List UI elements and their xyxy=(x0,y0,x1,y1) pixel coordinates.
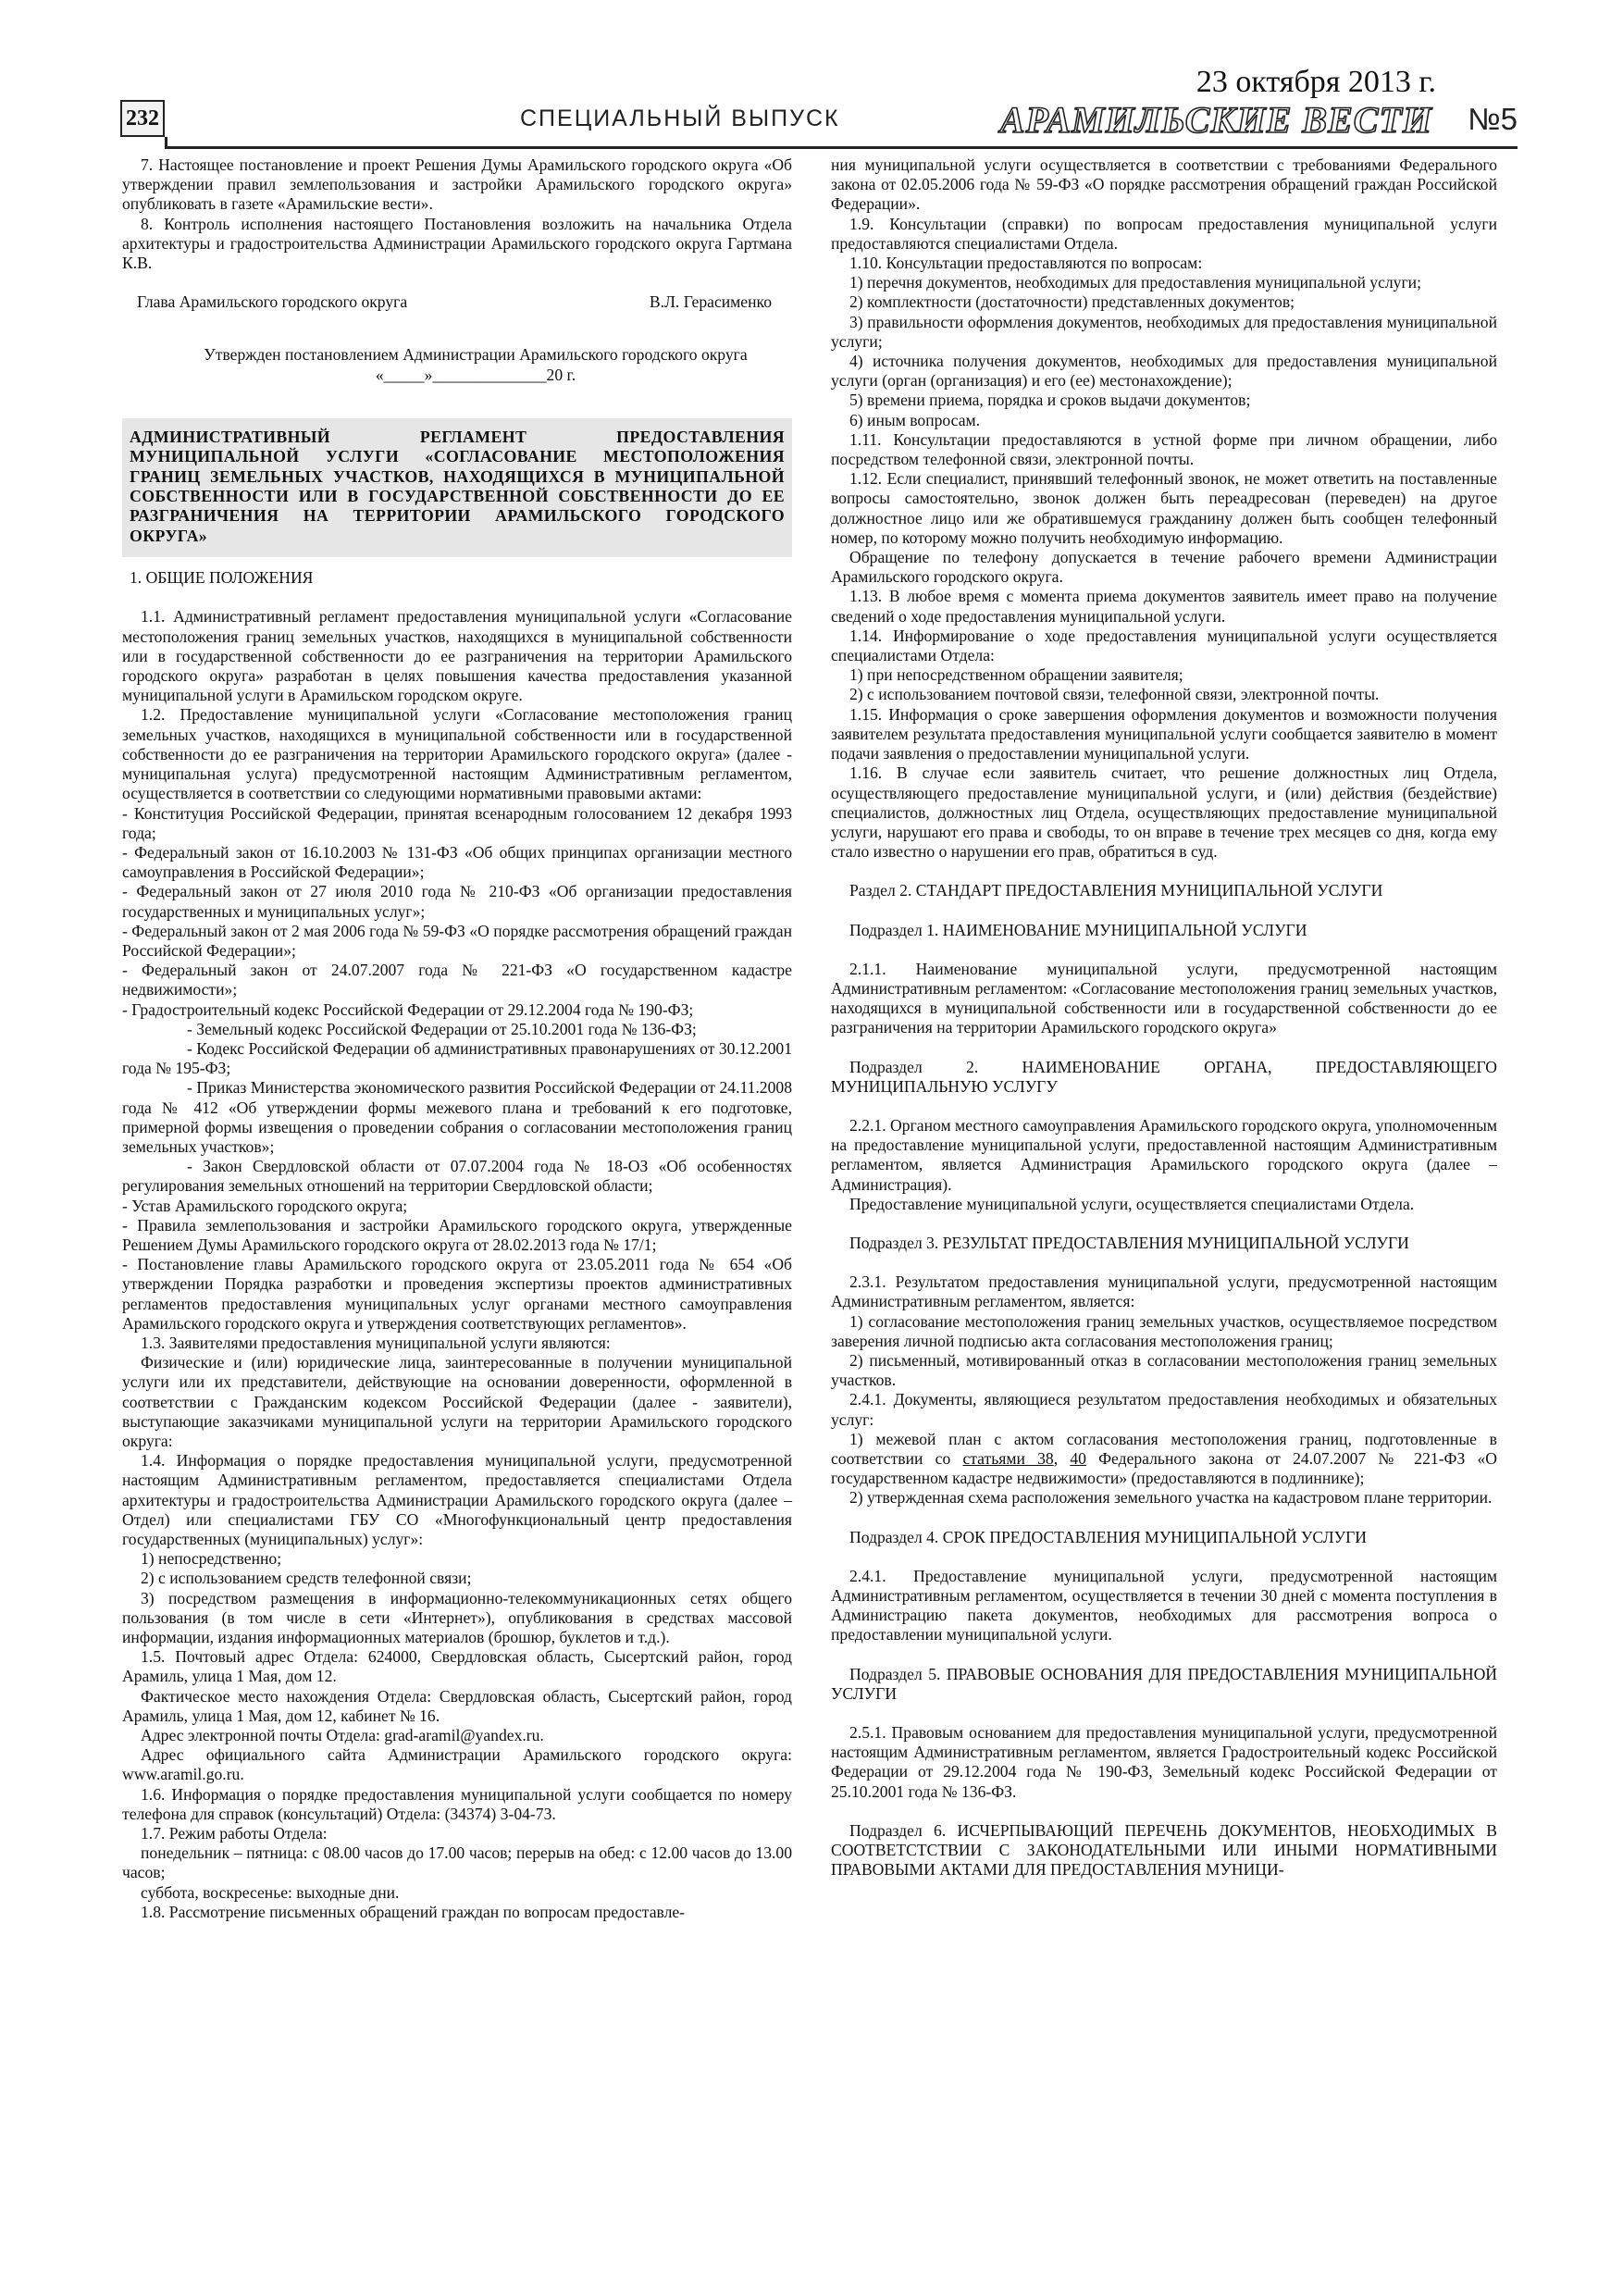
paragraph: Фактическое место нахождения Отдела: Свердловская область, Сысертский район, город Арамиль, улица 1 Мая, дом 12, кабинет № 16. xyxy=(122,1686,792,1725)
list-item: - Градостроительный кодекс Российской Федерации от 29.12.2004 года № 190-ФЗ; xyxy=(122,999,694,1019)
list-item: 2) с использованием средств телефонной связи; xyxy=(141,1569,472,1588)
section-heading: Раздел 2. СТАНДАРТ ПРЕДОСТАВЛЕНИЯ МУНИЦИПАЛЬНОЙ УСЛУГИ xyxy=(849,881,1383,900)
list-item: 3) посредством размещения в информационно-телекоммуникационных сетях общего пользования (в том числе в сети «Интернет»), опубликования в средствах массовой информации, издания информационных материалов (брошюр, буклетов и т.д.). xyxy=(122,1588,792,1647)
paragraph: 1.13. В любое время с момента приема документов заявитель имеет право на получение сведений о ходе предоставления муниципальной услуги. xyxy=(831,587,1497,626)
paragraph: Предоставление муниципальной услуги, осуществляется специалистами Отдела. xyxy=(849,1194,1415,1213)
paragraph: 7. Настоящее постановление и проект Решения Думы Арамильского городского округа «Об утверждении правил землепользования и застройки Арамильского городского округа» опубликовать в газете «Арамильские вести». xyxy=(122,155,792,214)
list-item xyxy=(831,1430,1497,1489)
list-item: - Приказ Министерства экономического развития Российской Федерации от 24.11.2008 года № 412 «Об утверждении формы межевого плана и требований к его подготовке, примерной формы извещения о проведении собрания о согласовании местоположения границ земельных участков»; xyxy=(122,1078,792,1156)
subsection-heading: Подраздел 6. ИСЧЕРПЫВАЮЩИЙ ПЕРЕЧЕНЬ ДОКУМЕНТОВ, НЕОБХОДИМЫХ В СООТВЕТСТСТВИИ С ЗАКОНОДАТЕЛЬНЫМИ ИЛИ ИНЫМИ НОРМАТИВНЫМИ ПРАВОВЫМИ АКТАМИ ДЛЯ ПРЕДОСТАВЛЕНИЯ МУНИЦИ- xyxy=(831,1820,1497,1880)
right-column xyxy=(831,155,1497,1880)
list-item: - Устав Арамильского городского округа; xyxy=(122,1196,408,1215)
list-item: 2) комплектности (достаточности) представленных документов; xyxy=(849,292,1295,312)
website-text: Адрес официального сайта Администрации Арамильского городского округа: www.aramil.go.ru. xyxy=(122,1745,792,1784)
paragraph: Обращение по телефону допускается в течение рабочего времени Администрации Арамильского городского округа. xyxy=(831,548,1497,587)
paragraph: 1.15. Информация о сроке завершения оформления документов и возможности получения заявителем результата предоставления муниципальной услуги сообщается заявителю в момент подачи заявления о предоставлении муниципальной услуги. xyxy=(831,704,1497,763)
paragraph: 1.12. Если специалист, принявший телефонный звонок, не может ответить на поставленные вопросы самостоятельно, звонок должен быть переадресован (переведен) на другое должностное лицо или же обратившемуся гражданину должен быть сообщен телефонный номер, по которому можно получить необходимую информацию. xyxy=(831,469,1497,547)
law-article-link[interactable]: 40 xyxy=(1070,1448,1086,1468)
paragraph: 2.3.1. Результатом предоставления муниципальной услуги, предусмотренной настоящим Административным регламентом, является: xyxy=(831,1272,1497,1311)
paragraph: 1.3. Заявителями предоставления муниципальной услуги являются: xyxy=(141,1333,611,1352)
paragraph: 1.1. Административный регламент предоставления муниципальной услуги «Согласование местоположения границ земельных участков, находящихся в муниципальной собственности или в государственной собственности до ее разграничения на территории Арамильского городского округа» разработан в целях повышения качества предоставления указанной муниципальной услуги в Арамильском городском округе. xyxy=(122,607,792,705)
paragraph: 1.4. Информация о порядке предоставления муниципальной услуги, предусмотренной настоящим Административным регламентом, предоставляется специалистами Отдела архитектуры и градостроительства Администрации Арамильского городского округа (далее – Отдел) или специалистами ГБУ СО «Многофункциональный центр предоставления государственных (муниципальных) услуг»: xyxy=(122,1451,792,1549)
paragraph: 8. Контроль исполнения настоящего Постановления возложить на начальника Отдела архитектуры и градостроительства Администрации Арамильского городского округа Гартмана К.В. xyxy=(122,214,792,273)
list-item: 2) письменный, мотивированный отказ в согласовании местоположения границ земельных участков. xyxy=(831,1350,1497,1390)
paragraph: 1.14. Информирование о ходе предоставления муниципальной услуги осуществляется специалистами Отдела: xyxy=(831,626,1497,665)
subsection-heading: Подраздел 1. НАИМЕНОВАНИЕ МУНИЦИПАЛЬНОЙ УСЛУГИ xyxy=(849,920,1307,939)
list-item: - Земельный кодекс Российской Федерации от 25.10.2001 года № 136-ФЗ; xyxy=(187,1019,697,1038)
list-item: - Кодекс Российской Федерации об административных правонарушениях от 30.12.2001 года № 195-ФЗ; xyxy=(122,1038,792,1078)
list-item: - Федеральный закон от 2 мая 2006 года № 59-ФЗ «О порядке рассмотрения обращений граждан Российской Федерации»; xyxy=(122,921,792,960)
issue-number: №5 xyxy=(1468,102,1518,136)
paragraph: суббота, воскресенье: выходные дни. xyxy=(141,1882,400,1902)
paragraph: 1.10. Консультации предоставляются по вопросам: xyxy=(849,254,1203,273)
list-item: 5) времени приема, порядка и сроков выдачи документов; xyxy=(849,391,1251,410)
header-rule xyxy=(165,146,1518,149)
subsection-heading: Подраздел 4. СРОК ПРЕДОСТАВЛЕНИЯ МУНИЦИПАЛЬНОЙ УСЛУГИ xyxy=(849,1527,1367,1546)
paragraph: 1.5. Почтовый адрес Отдела: 624000, Свердловская область, Сысертский район, город Арамиль, улица 1 Мая, дом 12. xyxy=(122,1647,792,1686)
signature-role: Глава Арамильского городского округа xyxy=(137,292,408,312)
paragraph: Физические и (или) юридические лица, заинтересованные в получении муниципальной услуги или их представители, действующие на основании доверенности, оформленной в соответствии с Гражданским кодексом Российской Федерации (далее - заявители), выступающие заказчиками муниципальной услуги на территории Арамильского городского округа: xyxy=(122,1353,792,1450)
law-article-link[interactable]: статьями 38 xyxy=(962,1448,1054,1468)
left-column xyxy=(122,155,792,1922)
approval-date: «_____»______________20 г. xyxy=(375,365,576,384)
header-rule-tick xyxy=(165,137,167,146)
paragraph: 2.1.1. Наименование муниципальной услуги, предусмотренной настоящим Административным регламентом: «Согласование местоположения границ земельных участков, находящихся в муниципальной собственности или в государственной собственности до ее разграничения на территории Арамильского городского округа» xyxy=(831,959,1497,1037)
text-span: 1) межевой план с актом согласования местоположения границ, подготовленные в соответствии со xyxy=(831,1429,1497,1468)
paragraph: ния муниципальной услуги осуществляется в соответствии с требованиями Федерального закона от 02.05.2006 года № 59-ФЗ «О порядке рассмотрения обращений граждан Российской Федерации». xyxy=(831,155,1497,214)
issue-date: 23 октября 2013 г. xyxy=(1196,65,1436,99)
section-heading: 1. ОБЩИЕ ПОЛОЖЕНИЯ xyxy=(130,568,314,588)
list-item: - Федеральный закон от 27 июля 2010 года № 210-ФЗ «Об организации предоставления государственных и муниципальных услуг»; xyxy=(122,882,792,921)
list-item: - Федеральный закон от 24.07.2007 года № 221-ФЗ «О государственном кадастре недвижимости»; xyxy=(122,961,792,999)
page-header xyxy=(120,65,1518,154)
paragraph: 2.4.1. Документы, являющиеся результатом предоставления необходимых и обязательных услуг: xyxy=(831,1390,1497,1429)
list-item: 1) при непосредственном обращении заявителя; xyxy=(849,665,1183,685)
list-item: - Закон Свердловской области от 07.07.2004 года № 18-ОЗ «Об особенностях регулирования земельных отношений на территории Свердловской области; xyxy=(122,1157,792,1196)
text-span: Федерального закона от 24.07.2007 № 221-ФЗ «О государственном кадастре недвижимости» (предоставляются в подлиннике); xyxy=(831,1448,1497,1488)
section-title: СПЕЦИАЛЬНЫЙ ВЫПУСК xyxy=(520,105,840,131)
signature-line xyxy=(122,292,792,312)
page-number: 232 xyxy=(120,100,165,137)
list-item: 2) утвержденная схема расположения земельного участка на кадастровом плане территории. xyxy=(849,1488,1493,1508)
list-item: - Федеральный закон от 16.10.2003 № 131-ФЗ «Об общих принципах организации местного самоуправления в Российской Федерации»; xyxy=(122,842,792,882)
list-item: - Конституция Российской Федерации, принятая всенародным голосованием 12 декабря 1993 года; xyxy=(122,803,792,842)
list-item: 2) с использованием почтовой связи, телефонной связи, электронной почты. xyxy=(849,685,1380,704)
list-item: 6) иным вопросам. xyxy=(849,410,981,429)
approval-note xyxy=(122,345,792,384)
regulation-title: АДМИНИСТРАТИВНЫЙ РЕГЛАМЕНТ ПРЕДОСТАВЛЕНИЯ МУНИЦИПАЛЬНОЙ УСЛУГИ «СОГЛАСОВАНИЕ МЕСТОПОЛОЖЕНИЯ ГРАНИЦ ЗЕМЕЛЬНЫХ УЧАСТКОВ, НАХОДЯЩИХСЯ В МУНИЦИПАЛЬНОЙ СОБСТВЕННОСТИ ИЛИ В ГОСУДАРСТВЕННОЙ СОБСТВЕННОСТИ ДО ЕЕ РАЗГРАНИЧЕНИЯ НА ТЕРРИТОРИИ АРАМИЛЬСКОГО ГОРОДСКОГО ОКРУГА» xyxy=(122,418,792,557)
signature-name: В.Л. Герасименко xyxy=(649,292,772,312)
subsection-heading: Подраздел 5. ПРАВОВЫЕ ОСНОВАНИЯ ДЛЯ ПРЕДОСТАВЛЕНИЯ МУНИЦИПАЛЬНОЙ УСЛУГИ xyxy=(831,1664,1497,1703)
list-item: - Правила землепользования и застройки Арамильского городского округа, утвержденные Решением Думы Арамильского городского округа от 28.02.2013 года № 17/1; xyxy=(122,1215,792,1254)
subsection-heading: Подраздел 2. НАИМЕНОВАНИЕ ОРГАНА, ПРЕДОСТАВЛЯЮЩЕГО МУНИЦИПАЛЬНУЮ УСЛУГУ xyxy=(831,1057,1497,1096)
paragraph: 1.6. Информация о порядке предоставления муниципальной услуги сообщается по номеру телефона для справок (консультаций) Отдела: (34374) 3-04-73. xyxy=(122,1784,792,1823)
paragraph: 1.11. Консультации предоставляются в устной форме при личном обращении, либо посредством телефонной связи, электронной почты. xyxy=(831,429,1497,469)
paragraph: 2.5.1. Правовым основанием для предоставления муниципальной услуги, предусмотренной настоящим Административным регламентом, является Градостроительный кодекс Российской Федерации от 29.12.2004 года № 190-ФЗ, Земельный кодекс Российской Федерации от 25.10.2001 года № 136-ФЗ. xyxy=(831,1723,1497,1801)
paragraph: 1.9. Консультации (справки) по вопросам предоставления муниципальной услуги предоставляются специалистами Отдела. xyxy=(831,214,1497,253)
list-item: 1) непосредственно; xyxy=(141,1549,282,1569)
text-span: , xyxy=(1053,1448,1071,1468)
paragraph: понедельник – пятница: с 08.00 часов до 17.00 часов; перерыв на обед: с 12.00 часов до 13.00 часов; xyxy=(122,1843,792,1882)
subsection-heading: Подраздел 3. РЕЗУЛЬТАТ ПРЕДОСТАВЛЕНИЯ МУНИЦИПАЛЬНОЙ УСЛУГИ xyxy=(849,1233,1409,1252)
list-item: 1) перечня документов, необходимых для предоставления муниципальной услуги; xyxy=(849,273,1421,292)
paragraph: 2.2.1. Органом местного самоуправления Арамильского городского округа, уполномоченным на предоставление муниципальной услуги, предоставленной настоящим Административным регламентом, является Администрация Арамильского городского округа (далее – Администрация). xyxy=(831,1115,1497,1194)
paragraph: 1.8. Рассмотрение письменных обращений граждан по вопросам предоставле- xyxy=(141,1902,686,1921)
paragraph: 1.7. Режим работы Отдела: xyxy=(141,1824,328,1843)
list-item: - Постановление главы Арамильского городского округа от 23.05.2011 года № 654 «Об утверждении Порядка разработки и проведения экспертизы проектов административных регламентов предоставления муниципальных услуг органами местного самоуправления Арамильского городского округа и утверждения соответствующих регламентов». xyxy=(122,1255,792,1333)
list-item: 3) правильности оформления документов, необходимых для предоставления муниципальной услуги; xyxy=(831,312,1497,351)
list-item: 1) согласование местоположения границ земельных участков, осуществляемое посредством заверения личной подписью акта согласования местоположения границ; xyxy=(831,1311,1497,1350)
newspaper-logo: АРАМИЛЬСКИЕ ВЕСТИ xyxy=(999,99,1432,141)
list-item: 4) источника получения документов, необходимых для предоставления муниципальной услуги (орган (организация) и его (ее) местонахождение); xyxy=(831,352,1497,391)
paragraph: 2.4.1. Предоставление муниципальной услуги, предусмотренной настоящим Административным регламентом, осуществляется в течении 30 дней с момента поступления в Администрацию пакета документов, необходимых для рассмотрения вопроса о предоставлении муниципальной услуги. xyxy=(831,1566,1497,1644)
paragraph: 1.16. В случае если заявитель считает, что решение должностных лиц Отдела, осуществляющего предоставление муниципальной услуги, и (или) действия (бездействие) специалистов, должностных лиц Отдела, осуществляющих предоставление муниципальной услуги, нарушают его права и свободы, то он вправе в течение трех месяцев со дня, когда ему стало известно о нарушении его прав, обратиться в суд. xyxy=(831,763,1497,862)
approval-text: Утвержден постановлением Администрации Арамильского городского округа xyxy=(204,345,748,365)
paragraph: 1.2. Предоставление муниципальной услуги «Согласование местоположения границ земельных участков, находящихся в муниципальной собственности или в государственной собственности до ее разграничения на территории Арамильского городского округа» (далее - муниципальная услуга) предусмотренной настоящим Административным регламентом, осуществляется в соответствии со следующими нормативными правовыми актами: xyxy=(122,705,792,803)
email-text: Адрес электронной почты Отдела: grad-aramil@yandex.ru. xyxy=(141,1726,544,1745)
